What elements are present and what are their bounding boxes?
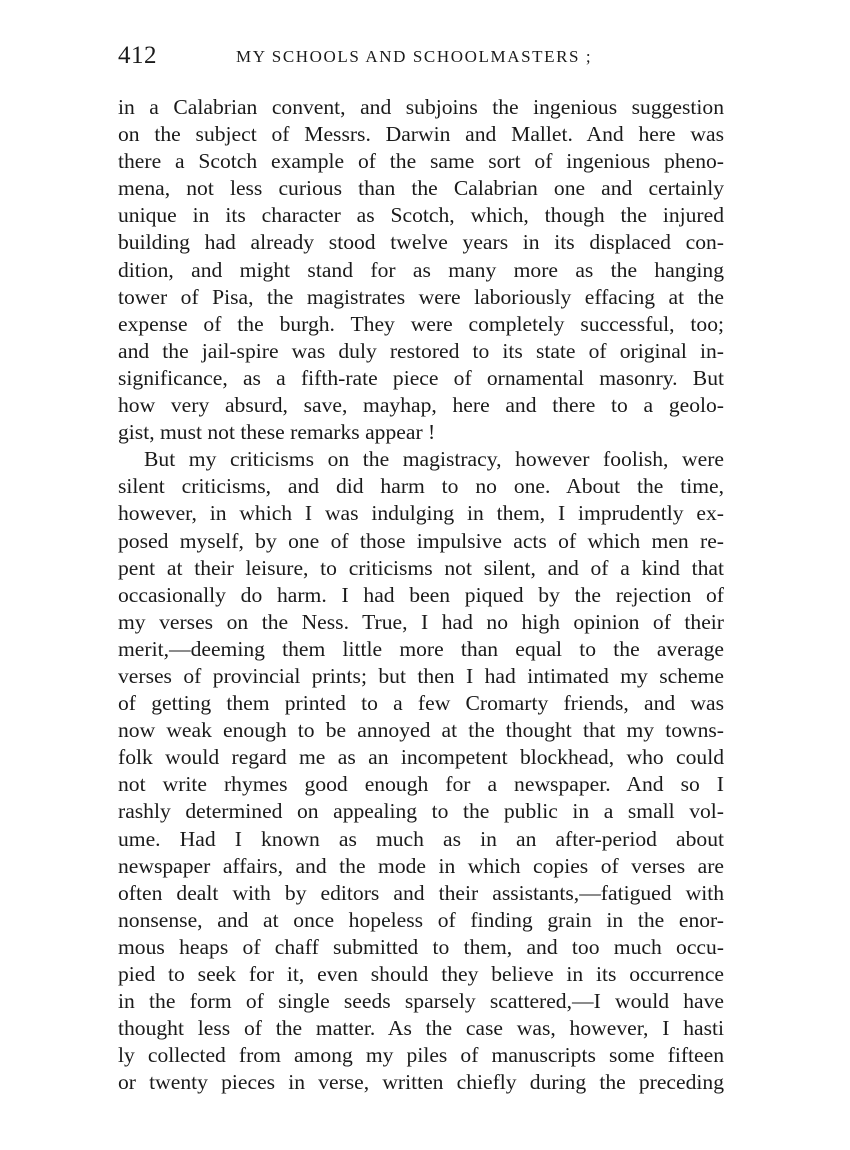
text-line: pent at their leisure, to criticisms not silent, and of a kind that xyxy=(118,555,724,580)
text-line: not write rhymes good enough for a newspaper. And so I xyxy=(118,772,724,797)
text-line: in a Calabrian convent, and subjoins the ingenious suggestion xyxy=(118,95,724,119)
text-line: significance, as a fifth-rate piece of ornamental masonry. But xyxy=(118,365,724,390)
text-line: folk would regard me as an incompetent blockhead, who could xyxy=(118,745,724,770)
text-line: rashly determined on appealing to the public in a small vol- xyxy=(118,799,724,824)
paragraph-2 xyxy=(118,446,724,1096)
text-line: occasionally do harm. I had been piqued by the rejection of xyxy=(118,582,724,607)
text-line: there a Scotch example of the same sort of ingenious pheno- xyxy=(118,149,724,174)
text-line: merit,—deeming them little more than equal to the average xyxy=(118,636,724,661)
text-line: pied to seek for it, even should they believe in its occurrence xyxy=(118,962,724,986)
page-number: 412 xyxy=(118,42,157,69)
text-line: often dealt with by editors and their assistants,—fatigued with xyxy=(118,880,724,905)
text-line: gist, must not these remarks appear ! xyxy=(118,420,436,445)
text-line: tower of Pisa, the magistrates were laboriously effacing at the xyxy=(118,284,724,309)
text-line: dition, and might stand for as many more as the hanging xyxy=(118,257,724,282)
body-text xyxy=(118,94,724,1096)
text-line: of getting them printed to a few Cromarty friends, and was xyxy=(118,691,724,716)
running-head xyxy=(118,42,724,74)
text-line: mena, not less curious than the Calabrian one and certainly xyxy=(118,176,724,201)
running-title: MY SCHOOLS AND SCHOOLMASTERS ; xyxy=(236,47,593,66)
text-line: my verses on the Ness. True, I had no high opinion of their xyxy=(118,609,724,634)
paragraph-1 xyxy=(118,94,724,446)
text-line: thought less of the matter. As the case was, however, I hasti xyxy=(118,1016,724,1041)
text-line: posed myself, by one of those impulsive acts of which men re- xyxy=(118,528,724,553)
text-line: mous heaps of chaff submitted to them, and too much occu- xyxy=(118,934,724,959)
text-line: ume. Had I known as much as in an after-period about xyxy=(118,826,724,851)
text-line: on the subject of Messrs. Darwin and Mallet. And here was xyxy=(118,122,724,147)
text-line: and the jail-spire was duly restored to its state of original in- xyxy=(118,338,724,363)
text-line: now weak enough to be annoyed at the thought that my towns- xyxy=(118,718,724,743)
text-line: building had already stood twelve years in its displaced con- xyxy=(118,230,724,255)
text-line: unique in its character as Scotch, which, though the injured xyxy=(118,203,724,228)
text-line: in the form of single seeds sparsely scattered,—I would have xyxy=(118,989,724,1014)
text-line: nonsense, and at once hopeless of finding grain in the enor- xyxy=(118,907,724,932)
text-line: silent criticisms, and did harm to no one. About the time, xyxy=(118,474,724,499)
text-line: But my criticisms on the magistracy, however foolish, were xyxy=(144,447,724,472)
text-line: verses of provincial prints; but then I had intimated my scheme xyxy=(118,663,724,688)
text-line: expense of the burgh. They were completely successful, too; xyxy=(118,311,724,336)
text-line: newspaper affairs, and the mode in which copies of verses are xyxy=(118,853,724,878)
text-line: or twenty pieces in verse, written chiefly during the preceding xyxy=(118,1070,724,1095)
text-line: however, in which I was indulging in them, I imprudently ex- xyxy=(118,501,724,526)
text-line: ly collected from among my piles of manuscripts some fifteen xyxy=(118,1043,724,1068)
text-line: how very absurd, save, mayhap, here and there to a geolo- xyxy=(118,393,724,418)
